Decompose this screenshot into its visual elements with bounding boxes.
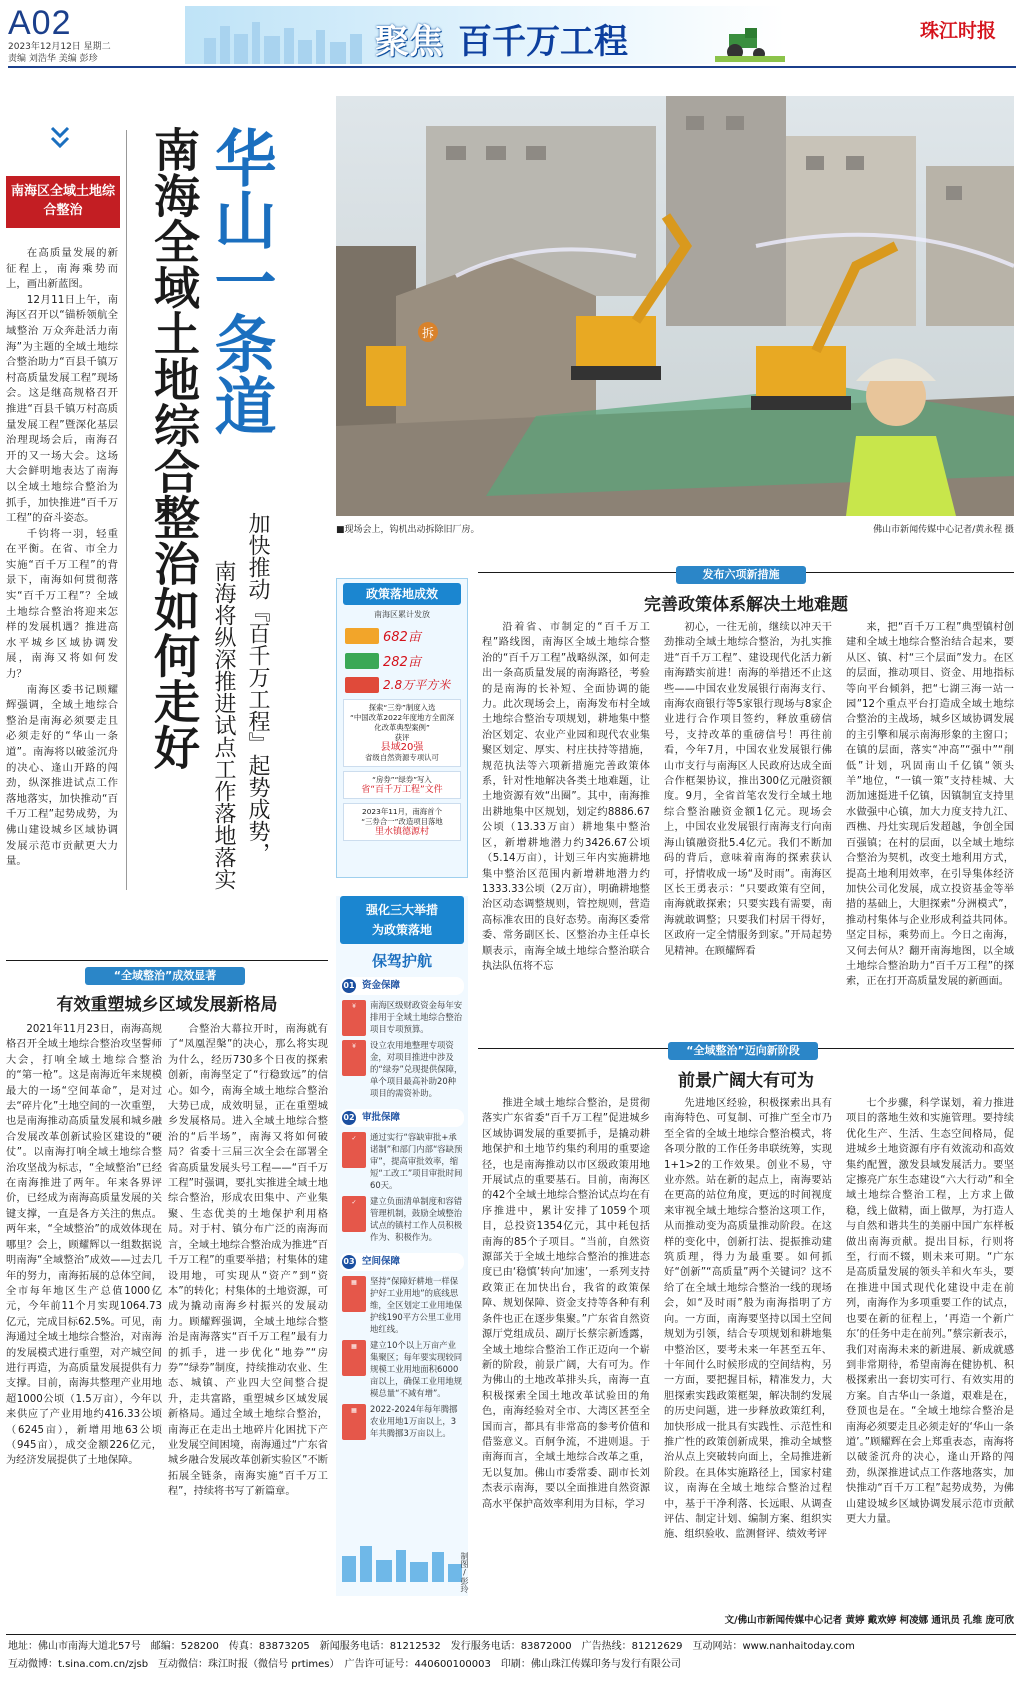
footer — [8, 1638, 1016, 1674]
group-space: 03 空间保障 — [340, 1253, 464, 1271]
measure-item: ▦ 2022-2024年每年腾挪农业用地1万亩以上，3年共腾挪3万亩以上。 — [340, 1403, 464, 1439]
section-title: 前景广阔大有可为 — [678, 1071, 814, 1091]
approval-icon: ✓ — [342, 1132, 366, 1168]
measures-box — [336, 896, 468, 1596]
section2-column: 来，把“百千万工程”典型镇村创建和全域土地综合整治结合起来，要从区、镇、村“三个层面”发力。在区的层面，推动项目、资金、用地指标等向平台倾斜，把“七湖三海一站一园”12个重点平台打造成全域土地综合整治的主战场，城乡区域协调发展的主引擎和展示南海形象的主窗口；在镇的层面，落实“冲高”“强中”“削低”计划，巩固南山千亿镇“领头羊”地位，“一镇一策”支持桂城、大沥加速挺进千亿镇，因镇制宜支持里水做强中心镇，加大力度支持九江、西樵、丹灶实现后发超越，争创全国百强镇；在村的层面，以全域土地综合整治为契机，改变土地利用方式，提高土地利用效率，在引导集体经济加快公司化发展，成立投资基金等举措的基础上，大胆探索“分洲模式”，推动村集体与企业形成利益共同体。坚定目标，乘势而上。今日之南海，又何去何从？翻开南海地图，以全域土地综合整治助力“百千万工程”的探索，正在打开高质量发展的新画面。 — [846, 622, 1014, 988]
achievement-card: 2023年11月，南海首个 “三券合一”改造项目落地 里水镇德源村 — [343, 803, 461, 841]
section2-column: 初心，一往无前，继续以冲天干劲推动全域土地综合整治，为扎实推进“百千万工程”、建设现代化活力新南海踏实前进！南海的举措还不止这些——中国农业发展银行南海支行、南海农商银行等5家银行现场与8家企业进行合作项目签约，释放重磅信号，支持改革的重磅信号！再往前看，今年7月，中国农业发展银行佛山市支行与南海区人民政府达成全面合作框架协议，推出300亿元融资额度。9月，全省首笔农发行全域土地综合整治融资金额1亿元。现场会上，中国农业发展银行南海支行向南海山镇融资批5.4亿元。我们不断加码的背后，意味着南海的探索获认可，抒情收成一场“及时雨”。南海区区长王勇表示：“只要政策有空间，南海就敢探索；只要实践有需要，南海就敢调整；只要我们村居干得好，区政府一定全情服务到家。”开局起势见精神。在顾耀辉看 — [664, 622, 832, 957]
headline-deck-1: 加快推动『百千万工程』起势成势， — [245, 512, 270, 864]
headline-deck-2: 南海将纵深推进试点工作落地落实 — [211, 560, 236, 890]
chart-credit: 制图/彭玲 — [460, 1552, 469, 1593]
section-bar: “全域整治”成效显著 — [85, 967, 245, 985]
measure-item: ¥ 南海区级财政资金每年安排用于全域土地综合整治项目专项预算。 — [340, 999, 464, 1035]
funding-icon: ¥ — [342, 1000, 366, 1036]
stat-value: 282亩 — [383, 655, 421, 670]
policy-box-title: 政策落地成效 — [343, 583, 461, 605]
house-ticket-icon — [345, 677, 379, 693]
headline-sub: 南海全域土地综合整治如何走好 — [147, 126, 201, 770]
section-bar: 发布六项新措施 — [676, 566, 806, 584]
city-skyline-icon — [200, 18, 370, 64]
measure-item: ▦ 建立10个以上万亩产业集聚区；每年要实现较同规模工业用地面积6000亩以上，确保工业用地规模总量“不减有增”。 — [340, 1339, 464, 1399]
section2-column: 沿着省、市制定的“百千万工程”路线图，南海区全域土地综合整治的“百千万工程”战略纵深，如何走出一条高质量发展的南海路径，考验的是南海的长补短、全面协调的能力。此次现场会上，南海发布村全域土地综合整治专项规划，耕地集中整治区划定、农业产业园和现代农业集聚区划定、厚实、村庄扶持等措施，规范执法等六项新措施完善政策体系，针对性地解决各类土地难题，让土地资源有效“出圈”。其中，南海推出耕地集中区规划，划定约8886.67公顷（13.33万亩）耕地集中整治区，新增耕地潜力约3426.67公顷（5.14万亩），计划三年内实施耕地集中整治区范围内新增耕地潜力约1333.33公顷（2万亩），明确耕地整治区动态调整规则，管控规则，营造高标准农田的良好态势。南海区委常委、常务副区长、区整治办主任卓长顺表示，南海全域土地综合整治联合执法队伍将不忘 — [482, 622, 650, 972]
section-title: 完善政策体系解决土地难题 — [644, 595, 848, 615]
land-ticket-icon — [345, 628, 379, 644]
stat-value: 2.8万平方米 — [383, 678, 451, 692]
green-ticket-icon — [345, 653, 379, 669]
measure-item: ✓ 通过实行“容缺审批+承诺制”和部门内部“容缺预审”，提高审批效率，缩短“工改工”项目审批时间60天。 — [340, 1131, 464, 1191]
space-icon: ▦ — [342, 1340, 366, 1376]
policy-box-subtitle: 南海区累计发放 — [374, 610, 430, 619]
page-meta: 2023年12月12日 星期二 责编 刘浩华 美编 彭珍 — [8, 42, 111, 64]
byline: 文/佛山市新闻传媒中心记者 黄婷 戴欢婷 柯凌娜 通讯员 孔维 庞可欣 — [724, 1615, 1014, 1626]
section1-column: 合整治大幕拉开时，南海就有了“凤凰涅槃”的决心，那么将实现为什么，经历730多个日夜的探索创新，南海坚定了“行稳致远”的信心。如今，南海全域土地综合整治大势已成，成效明显，正在重塑城乡发展格局。进入全域土地综合整治的“后半场”，南海又将如何破局？省委十三届三次全会在部署全省高质量发展头号工程——“百千万工程”时强调，要扎实推进全域土地综合整治，形成农田集中、产业集聚、生态优美的土地保护利用格局。对于村、镇分布广泛的南海而言，全域土地综合整治成为推进“百千万工程”的重要举措；村集体的建设用地，可实现从“资产”到“资本”的转化；村集体的土地资源，可成为撬动南海乡村振兴的发展动力。顾耀辉强调，全域土地综合整治是南海落实“百千万工程”最有力的抓手，进一步优化“地券”“房券”“绿券”制度，持续推动农业、生态、城镇、产业四大空间整合提升，走共富路，重塑城乡区域发展新格局。通过全域土地综合整治，南海正在走出土地碎片化困扰下产业发展空间困境，南海通过“广东省城乡融合发展改革创新实验区”不断拓展全链条，南海实施“百千万工程”，持续将书写了新篇章。 — [168, 1024, 328, 1498]
section3-column: 七个步骤，科学谋划，着力推进项目的落地生效和实施管理。要持续优化生产、生活、生态空间格局，促进城乡土地资源有序有效流动和高效集约配置，激发县域发展活力。要坚定擦亮广东生态建设“六大行动”和全域土地综合整治工程，上方求上做稳，线上做精，面上做厚，为打造人与自然和谐共生的美丽中国广东样板做出南海贡献。提出目标，行则将至，行而不辍，则未来可期。“广东是高质量发展的领头羊和火车头，要在推进中国式现代化建设中走在前列，南海作为多项重要工作的试点，也要在新的征程上，‘再造一个新广东’的任务中走在前列。”蔡宗新表示，我们对南海未来的新进展、新成就感到非常期待，希望南海在健协机、积极探索出一套切实可行、有效实用的方案。自古华山一条道，艰难是在，登顶也是在。“全域土地综合整治是南海必须要走且必须走好的‘华山一条道’。”顾耀辉在会上郑重表态，南海将以破釜沉舟的决心，逢山开路的闯劲，纵深推进试点工作落地落实，加快推动“百千万工程”起势成势，为佛山建设城乡区域协调发展示范市贡献更大力量。 — [846, 1098, 1014, 1525]
headline-main: 华山一条道 — [204, 126, 277, 436]
photo-caption: ■现场会上，钩机出动拆除旧厂房。 — [336, 525, 480, 535]
newspaper-logo: 珠江时报 — [920, 20, 997, 42]
section-rule — [6, 960, 328, 961]
policy-results-box — [336, 578, 468, 878]
photo-credit: 佛山市新闻传媒中心记者/黄永程 摄 — [873, 525, 1014, 535]
stat-value: 682亩 — [383, 630, 421, 645]
group-funding: 01 资金保障 — [340, 977, 464, 995]
footer-line-1: 地址：佛山市南海大道北57号 邮编：528200 传真：83873205 新闻服务电话：81212532 发行服务电话：83872000 广告热线：81212629 互动网站：www.nanhaitoday.com — [8, 1641, 855, 1652]
measures-box-title: 强化三大举措 为政策落地 — [340, 896, 464, 944]
achievement-card: 探索“三券”制度入选 “中国改革2022年度地方全面深化改革典型案例” 获评 县域20强 省级自然资源专项认可 — [343, 699, 461, 767]
approval-icon: ✓ — [342, 1196, 366, 1232]
section1-column: 2021年11月23日，南海高规格召开全域土地综合整治攻坚誓师大会，打响全域土地综合整治的“第一枪”。这是南海近年来规模最大的一场“空间革命”，是对过去“碎片化”土地空间的一次重塑，也是南海推动高质量发展和城乡融合发展改革创新试验区建设的“硬仗”。以南海打响全域土地综合整治攻坚战为标志，“全域整治”已经在南海推进了两年。年来各界评价，已经成为南海高质量发展的关键支撑，一直是各方关注的焦点。两年来，“全域整治”的成效体现在哪里？会上，顾耀辉以一组数据说明南海“全域整治”成效——过去几年的努力，南海拓展的总体空间，全市每年地区生产总值1000亿元，今年前11个月实现1064.73亿元，完成目标62.5%。可见，南海通过全域土地综合整治，对南海的发展模式进行重塑，对产城空间进行再造，为高质量发展提供有力支撑。目前，南海共整理产业用地超1000公顷（1.5万亩），今年以来供应了产业用地约416.33公顷（6245亩），新增用地63公顷（945亩），成交金额226亿元，为经济发展提供了土地保障。 — [6, 1024, 162, 1467]
header-rule — [8, 66, 1016, 68]
measure-item: ✓ 建立负面清单制度和容错管理机制，鼓励全域整治试点的镇村工作人员积极作为、积极作为。 — [340, 1195, 464, 1243]
achievement-card: “房券”“绿券”写入 省“百千万工程”文件 — [343, 771, 461, 799]
page-number: A02 — [8, 4, 72, 42]
column-divider — [126, 130, 127, 890]
topic-tag: 南海区全域土地综合整治 — [6, 176, 120, 228]
measure-item: ¥ 设立农用地整理专项资金，对项目推进中涉及的“绿券”兑现提供保障，单个项目最高补助20种项目的需资补助。 — [340, 1039, 464, 1099]
section-title: 有效重塑城乡区域发展新格局 — [56, 995, 278, 1015]
lead-article: 在高质量发展的新征程上，南海乘势而上，画出新蓝图。 12月11日上午，南海区召开以“锚桥领航全域整治 万众奔赴活力南海”为主题的全域土地综合整治助力“百县千镇万村高质量发展工程”现场会。这是继高规格召开推进“百县千镇万村高质量发展工程”暨深化基层治理现场会后，南海召开的又一场大会。这场大会鲜明地表达了南海以全域土地综合整治为抓手，加快推进“百千万工程”的奋斗姿态。 千钧将一羽，轻重在平衡。在省、市全力实施“百千万工程”的背景下，南海如何贯彻落实“百千万工程”？全域土地综合整治将迎来怎样的发展机遇？推进高水平城乡区域协调发展，南海又将如何发力？ 南海区委书记顾耀辉强调，全域土地综合整治是南海必须要走且必须走好的“华山一条道”。南海将以破釜沉舟的决心、逢山开路的闯劲，纵深推进试点工作落地落实，加快推动“百千万工程”起势成势，为佛山建设城乡区域协调发展示范市贡献更大力量。 — [6, 247, 118, 868]
tractor-icon — [715, 26, 785, 62]
section-label: 聚焦 — [375, 22, 443, 62]
section-bar: “全域整治”迈向新阶段 — [668, 1042, 818, 1060]
space-icon: ▦ — [342, 1276, 366, 1312]
skyline-illustration-icon — [338, 1542, 466, 1582]
measure-item: ▦ 坚持“保障好耕地一样保护好工业用地”的底线思维，全区划定工业用地保护线190平方公里工业用地红线。 — [340, 1275, 464, 1335]
photo-sign: 拆 — [422, 326, 435, 340]
section3-column: 先进地区经验，积极探索出具有南海特色、可复制、可推广至全市乃至全省的全域土地综合整治模式，将各项分散的工作任务串联统筹，实现1+1>2的工作效果。创业不易，守业亦然。站在新的起点上，南海要站在更高的站位角度，更远的时间视度来审视全域土地综合整治这项工作，从而推动变为高质量推动阶段。在这样的变化中，创新打法、提振推动建筑质理，得力为最重要。如何抓好“创新”“高质量”两个关键词？这不给了在全域土地综合整治一线的现场会，如“及时雨”般为南海指明了方向。一方面，南海要坚持以国土空间规划为引领，结合专项规划和耕地集中整治区，要考未来一年甚至五年、十年间什么时候形成的空间结构，另一方面，要把握目标，精准发力，大胆探索实践政策框架，解决制约发展的历史问题，进一步释放政策红利，加快形成一批具有实践性、示范性和推广性的政策创新成果，推动全域整治从点上突破转向面上，全局推进新阶段。在具体实施路径上，国家村建议，南海在全域土地综合整治过程中，基于干净利落、长远眼、从调查评估、制定计划、编制方案、组织实施、组织验收、监测督评、绩效考评 — [664, 1098, 832, 1541]
footer-rule — [6, 1634, 1016, 1635]
demolition-photo — [336, 96, 1014, 516]
measures-box-subtitle: 保驾护航 — [371, 952, 432, 970]
section-label-highlight: 百千万工程 — [458, 22, 628, 62]
group-approval: 02 审批保障 — [340, 1109, 464, 1127]
chevron-down-icon — [48, 124, 72, 154]
section3-column: 推进全域土地综合整治，是贯彻落实广东省委“百千万工程”促进城乡区域协调发展的重要抓手，是撬动耕地保护和土地节约集约利用的重要途径，也是南海推动以市区级政策用地开展试点的重要基石。目前，南海区的42个全域土地综合整治试点均在有序推进中，累计安排了1059个项目，总投资1354亿元，其中耗包括南海的85个子项目。“当前，自然资源部关于全域土地综合整治的推进态度已由‘稳慎’转向‘加速’，一系列支持政策正在加快出台，我省的政策保障、规划保障、资金支持等各种有利条件也正在逐步集聚。”广东省自然资源厅党组成员、副厅长蔡宗新透露，全域土地综合整治工作正迈向一个崭新的阶段，前景广阔，大有可为。作为佛山的土地改革排头兵，南海一直积极探索全国土地改革试验田的角色，南海经验对全市、大湾区甚至全国而言，都具有非常高的参考价值和借鉴意义。百舸争流，不进则退。于南海而言，全域土地综合改革之重，无以复加。佛山市委常委、副市长刘杰表示南海，要以全面推进自然资源高水平保护高效率利用为目标，学习 — [482, 1098, 650, 1510]
funding-icon: ¥ — [342, 1040, 366, 1076]
footer-line-2: 互动微博：t.sina.com.cn/zjsb 互动微信：珠江时报（微信号 prtimes） 广告许可证号：440600100003 印刷：佛山珠江传媒印务与发行有限公司 — [8, 1659, 681, 1670]
space-icon: ▦ — [342, 1404, 366, 1440]
